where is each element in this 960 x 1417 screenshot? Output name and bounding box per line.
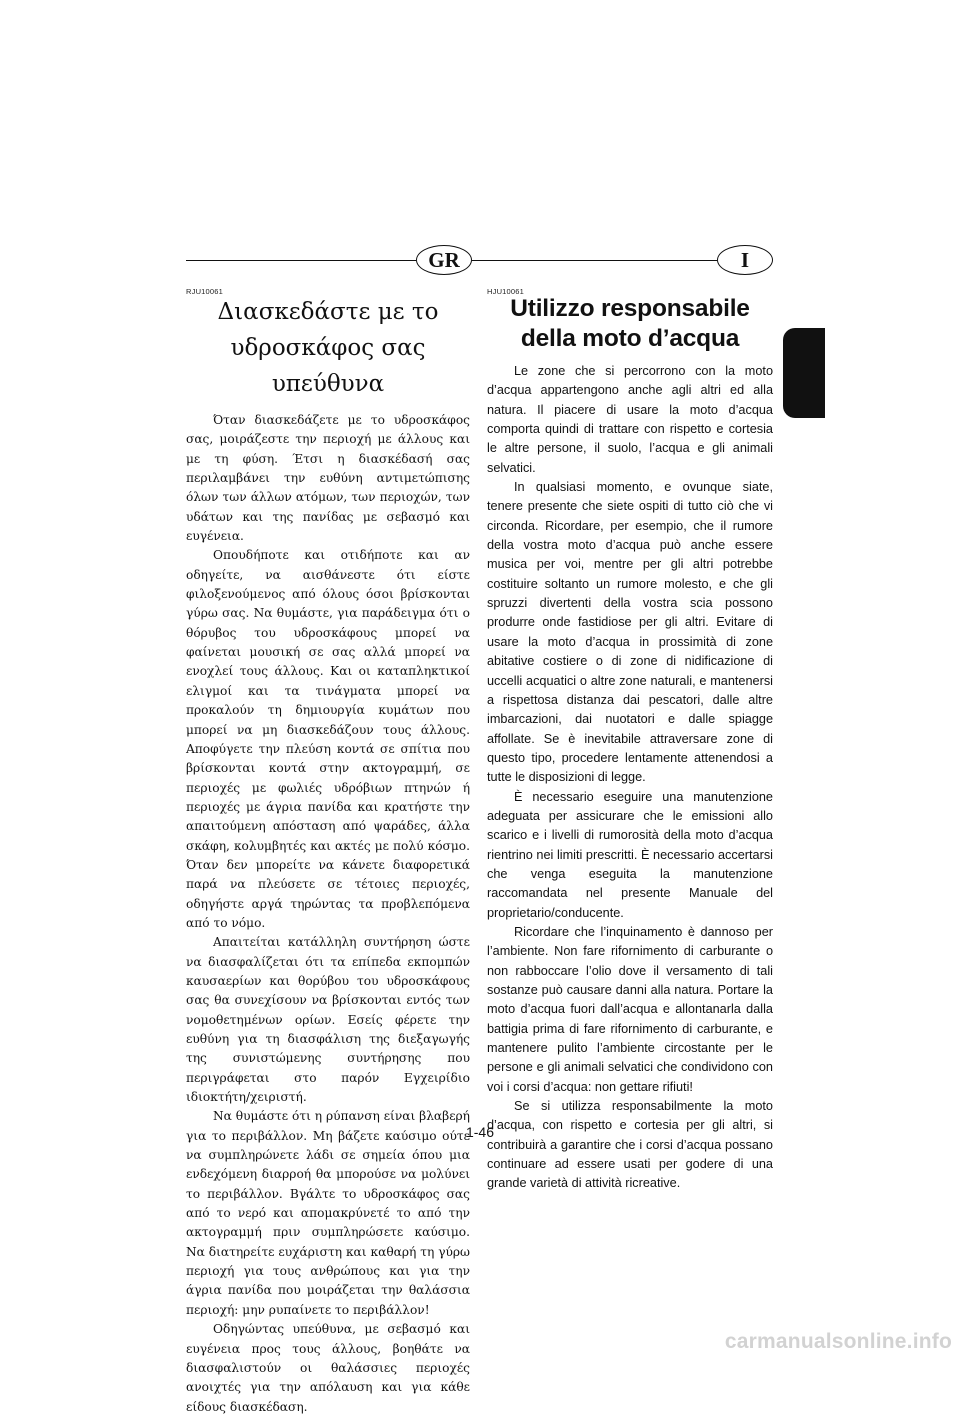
greek-section-code: RJU10061 — [186, 287, 224, 296]
italian-paragraph: Ricordare che l’inquinamento è dannoso per l’ambiente. Non fare rifornimento di carburante o non rabboccare l’olio dove il versamento di tali sostanze può causare danni alla natura. Portare la moto d’acqua fuori dall’acqua e allontanarla dalla battigia prima di fare rifornimento di carburante, e mantenere pulito l’ambiente circostante per le persone e gli animali selvatici che condividono con voi i corsi d’acqua: non gettare rifiuti! — [487, 924, 773, 1094]
greek-paragraph: Να θυμάστε ότι η ρύπανση είναι βλαβερή για το περιβάλλον. Μη βάζετε καύσιμο ούτε να συμπληρώνετε λάδι σε σημεία όπου μια ενδεχόμενη διαρροή θα μπορούσε να μολύνει το περιβάλλον. Βγάλτε το υδροσκάφος σας από το νερό και απομακρύνετέ το από την ακτογραμμή πριν συμπληρώσετε καύσιμο. Να διατηρείτε ευχάριστη και καθαρή τη γύρω περιοχή για τους ανθρώπους και για την άγρια πανίδα που μοιράζεται την θαλάσσια περιοχή: μην ρυπαίνετε το περιβάλλον! — [186, 1109, 470, 1317]
greek-column — [186, 292, 470, 1417]
language-badge-it — [717, 245, 773, 275]
watermark: carmanualsonline.info — [724, 1330, 952, 1353]
header-rule-left — [186, 260, 416, 261]
italian-paragraph: Se si utilizza responsabilmente la moto d’acqua, con rispetto e cortesia per gli altri, si contribuirà a garantire che i corsi d’acqua possano continuare ad essere usati per godere di una grande varietà di attività ricreative. — [487, 1099, 773, 1191]
page-number: 1-46 — [465, 1124, 495, 1140]
greek-paragraph: Οπουδήποτε και οτιδήποτε και αν οδηγείτε, να αισθάνεστε ότι είστε φιλοξενούμενος από όλους όσοι βρίσκονται γύρω σας. Να θυμάστε, για παράδειγμα ότι ο θόρυβος του υδροσκάφους μπορεί να φαίνεται μουσική σε σας αλλά μπορεί να ενοχλεί τους άλλους. Και οι καταπληκτικοί ελιγμοί και τα τινάγματα μπορεί να προκαλούν τη δημιουργία κυμάτων που μπορεί να μη διασκεδάζουν τους άλλους. Αποφύγετε την πλεύση κοντά σε σπίτια που βρίσκονται κοντά στην ακτογραμμή, σε περιοχές με φωλιές υδρόβιων πτηνών ή περιοχές με άγρια πανίδα και κρατήστε την απαιτούμενη απόσταση από ψαράδες, άλλα σκάφη, κολυμβητές και ακτές με πολύ κόσμο. Όταν δεν μπορείτε να κάνετε διαφορετικά παρά να πλεύσετε σε τέτοιες περιοχές, οδηγήστε αργά τηρώντας τα προβλεπόμενα από το νόμο. — [186, 548, 470, 930]
greek-section-title: Διασκεδάστε με το υδροσκάφος σας υπεύθυνα — [217, 299, 439, 397]
italian-column — [487, 292, 773, 1194]
language-badge-gr-label: GR — [428, 247, 460, 272]
italian-paragraph: In qualsiasi momento, e ovunque siate, tenere presente che siete ospiti di tutto ciò che vi circonda. Ricordare, per esempio, che il rumore della vostra moto d’acqua può anche essere musica per voi, mentre per gli altri potrebbe costituire soltanto un rumore molesto, e che gli spruzzi divertenti della vostra scia possono produrre onde fastidiose per gli altri. Evitare di usare la moto d’acqua in prossimità di zone abitative costiere o di zone di nidificazione di uccelli acquatici o altre zone naturali, e mantenersi a rispettosa distanza dai pescatori, dalle altre imbarcazioni, dai nuotatori e dalle spiagge affollate. Se è inevitabile attraversare zone di questo tipo, procedere lentamente attenendosi a tutte le disposizioni di legge. — [487, 480, 773, 785]
section-tab — [783, 328, 825, 418]
greek-paragraph: Οδηγώντας υπεύθυνα, με σεβασμό και ευγένεια προς τους άλλους, βοηθάτε να διασφαλιστούν οι θαλάσσιες περιοχές ανοιχτές για την απόλαυση και για κάθε είδους διασκέδαση. — [186, 1322, 470, 1414]
header-rule-middle — [472, 260, 717, 261]
italian-section-code: HJU10061 — [487, 287, 525, 296]
italian-paragraph: Le zone che si percorrono con la moto d’acqua appartengono anche agli altri ed alla natura. Il piacere di usare la moto d’acqua comporta quindi di trattare con rispetto e cortesia le altre persone, il suolo, l’acqua e gli animali selvatici. — [487, 364, 773, 475]
greek-paragraph: Απαιτείται κατάλληλη συντήρηση ώστε να διασφαλίζεται ότι τα επίπεδα εκπομπών καυσαερίων και θορύβου του υδροσκάφους σας θα συνεχίσουν να βρίσκονται εντός των νομοθετημένων ορίων. Εσείς φέρετε την ευθύνη για τη διασφάλιση της διεξαγωγής της συνιστώμενης συντήρησης που περιγράφεται στο παρόν Εγχειρίδιο ιδιοκτήτη/χειριστή. — [186, 935, 470, 1105]
italian-section-title: Utilizzo responsabile della moto d’acqua — [510, 295, 750, 352]
language-badge-it-label: I — [740, 247, 750, 272]
greek-paragraph: Όταν διασκεδάζετε με το υδροσκάφος σας, μοιράζεστε την περιοχή με άλλους και με τη φύση. Έτσι η διασκέδασή σας περιλαμβάνει την ευθύνη αντιμετώπισης όλων των άλλων ατόμων, των περιοχών, των υδάτων και της πανίδας με σεβασμό και ευγένεια. — [186, 413, 470, 544]
language-badge-gr — [416, 245, 472, 275]
italian-paragraph: È necessario eseguire una manutenzione adeguata per assicurare che le emissioni allo scarico e i livelli di rumorosità della moto d’acqua rientrino nei limiti prescritti. È necessario accertarsi che venga eseguita la manutenzione raccomandata nel presente Manuale del proprietario/conducente. — [487, 789, 773, 920]
